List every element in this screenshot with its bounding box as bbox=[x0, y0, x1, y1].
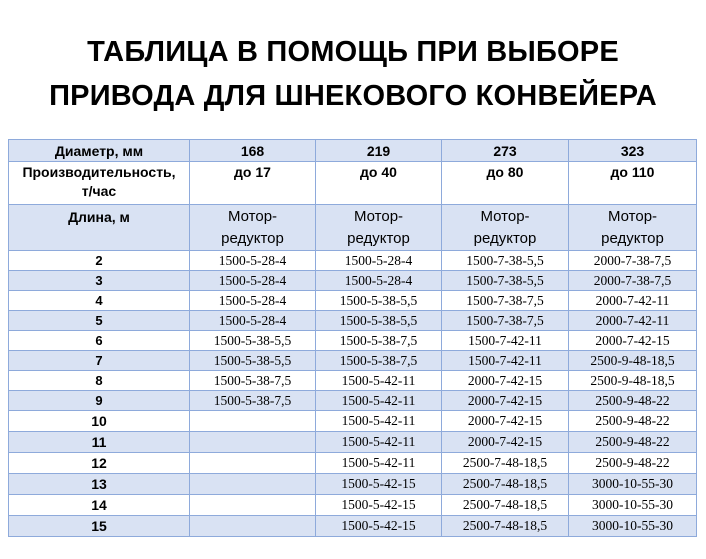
motor-reducer-cell: 3000-10-55-30 bbox=[569, 516, 697, 537]
motor-reducer-cell: 1500-5-28-4 bbox=[190, 311, 316, 331]
length-cell: 9 bbox=[9, 391, 190, 411]
motor-reducer-cell: 1500-7-42-11 bbox=[442, 351, 569, 371]
motor-reducer-cell: 2000-7-42-15 bbox=[442, 411, 569, 432]
motor-reducer-cell: 1500-5-28-4 bbox=[190, 271, 316, 291]
motor-reducer-cell: 3000-10-55-30 bbox=[569, 474, 697, 495]
motor-reducer-cell: 1500-5-38-7,5 bbox=[316, 351, 442, 371]
diameter-cell: 323 bbox=[569, 140, 697, 162]
motor-reducer-cell: 1500-5-42-11 bbox=[316, 391, 442, 411]
motor-reducer-cell: 1500-7-38-7,5 bbox=[442, 311, 569, 331]
length-cell: 12 bbox=[9, 453, 190, 474]
motor-header-line-1: Мотор- bbox=[480, 207, 530, 225]
motor-reducer-cell: 1500-5-38-5,5 bbox=[190, 351, 316, 371]
length-cell: 3 bbox=[9, 271, 190, 291]
productivity-label-line-2: т/час bbox=[81, 183, 117, 199]
table-row bbox=[9, 453, 697, 474]
motor-reducer-cell: 2500-9-48-18,5 bbox=[569, 371, 697, 391]
motor-reducer-cell: 2500-9-48-22 bbox=[569, 432, 697, 453]
motor-reducer-cell: 1500-5-42-11 bbox=[316, 453, 442, 474]
length-cell: 13 bbox=[9, 474, 190, 495]
diameter-label: Диаметр, мм bbox=[9, 140, 190, 162]
motor-reducer-cell: 1500-7-42-11 bbox=[442, 331, 569, 351]
motor-reducer-cell: 1500-5-42-15 bbox=[316, 495, 442, 516]
diameter-cell: 168 bbox=[190, 140, 316, 162]
motor-reducer-cell: 1500-5-28-4 bbox=[190, 291, 316, 311]
motor-reducer-cell: 2500-7-48-18,5 bbox=[442, 453, 569, 474]
motor-reducer-cell: 2500-9-48-22 bbox=[569, 391, 697, 411]
length-cell: 6 bbox=[9, 331, 190, 351]
drive-selection-table bbox=[8, 139, 697, 537]
productivity-label-line-1: Производительность, bbox=[22, 164, 176, 180]
motor-reducer-cell: 1500-5-42-15 bbox=[316, 516, 442, 537]
motor-reducer-cell: 2500-9-48-22 bbox=[569, 453, 697, 474]
motor-reducer-header bbox=[316, 205, 442, 251]
title-line-2: ПРИВОДА ДЛЯ ШНЕКОВОГО КОНВЕЙЕРА bbox=[49, 80, 657, 112]
motor-header-line-2: редуктор bbox=[473, 229, 537, 247]
productivity-label bbox=[9, 162, 190, 205]
motor-reducer-cell bbox=[190, 432, 316, 453]
length-cell: 10 bbox=[9, 411, 190, 432]
motor-header-line-2: редуктор bbox=[601, 229, 664, 247]
table-row bbox=[9, 495, 697, 516]
motor-reducer-cell: 2500-9-48-18,5 bbox=[569, 351, 697, 371]
motor-reducer-cell bbox=[190, 474, 316, 495]
motor-reducer-cell bbox=[190, 411, 316, 432]
motor-header-line-1: Мотор- bbox=[227, 207, 278, 225]
motor-reducer-cell: 2000-7-42-15 bbox=[442, 371, 569, 391]
motor-header-line-2: редуктор bbox=[347, 229, 410, 247]
productivity-cell: до 80 bbox=[442, 162, 569, 205]
length-cell: 8 bbox=[9, 371, 190, 391]
motor-reducer-cell: 1500-5-42-15 bbox=[316, 474, 442, 495]
table-row bbox=[9, 474, 697, 495]
motor-reducer-cell: 2000-7-42-15 bbox=[442, 432, 569, 453]
productivity-cell: до 110 bbox=[569, 162, 697, 205]
length-cell: 15 bbox=[9, 516, 190, 537]
motor-reducer-cell: 2500-7-48-18,5 bbox=[442, 495, 569, 516]
length-header-row bbox=[9, 205, 697, 251]
motor-reducer-cell bbox=[190, 495, 316, 516]
diameter-cell: 273 bbox=[442, 140, 569, 162]
motor-reducer-cell: 2500-9-48-22 bbox=[569, 411, 697, 432]
motor-reducer-cell: 2000-7-42-15 bbox=[569, 331, 697, 351]
motor-reducer-cell: 1500-5-38-5,5 bbox=[190, 331, 316, 351]
motor-reducer-cell: 1500-5-38-7,5 bbox=[190, 391, 316, 411]
motor-header-line-2: редуктор bbox=[221, 229, 284, 247]
length-cell: 14 bbox=[9, 495, 190, 516]
motor-reducer-cell: 1500-7-38-5,5 bbox=[442, 251, 569, 271]
diameter-cell: 219 bbox=[316, 140, 442, 162]
motor-reducer-cell bbox=[190, 453, 316, 474]
motor-reducer-cell: 1500-5-38-7,5 bbox=[190, 371, 316, 391]
motor-reducer-cell: 2000-7-42-11 bbox=[569, 291, 697, 311]
motor-reducer-cell: 2500-7-48-18,5 bbox=[442, 516, 569, 537]
motor-reducer-cell bbox=[190, 516, 316, 537]
motor-reducer-cell: 1500-5-38-5,5 bbox=[316, 311, 442, 331]
productivity-row bbox=[9, 162, 697, 205]
table-row bbox=[9, 331, 697, 351]
motor-header-line-1: Мотор- bbox=[353, 207, 404, 225]
motor-reducer-cell: 2500-7-48-18,5 bbox=[442, 474, 569, 495]
motor-reducer-cell: 2000-7-42-11 bbox=[569, 311, 697, 331]
motor-reducer-cell: 2000-7-38-7,5 bbox=[569, 271, 697, 291]
table-row bbox=[9, 311, 697, 331]
length-label: Длина, м bbox=[9, 205, 190, 251]
motor-reducer-cell: 1500-5-38-7,5 bbox=[316, 331, 442, 351]
table-row bbox=[9, 371, 697, 391]
table-row bbox=[9, 432, 697, 453]
motor-reducer-cell: 1500-5-42-11 bbox=[316, 411, 442, 432]
motor-reducer-cell: 3000-10-55-30 bbox=[569, 495, 697, 516]
length-cell: 11 bbox=[9, 432, 190, 453]
productivity-cell: до 40 bbox=[316, 162, 442, 205]
motor-reducer-cell: 1500-5-28-4 bbox=[316, 251, 442, 271]
table-row bbox=[9, 271, 697, 291]
productivity-cell: до 17 bbox=[190, 162, 316, 205]
motor-reducer-header bbox=[190, 205, 316, 251]
table-row bbox=[9, 291, 697, 311]
length-cell: 7 bbox=[9, 351, 190, 371]
motor-reducer-cell: 1500-7-38-5,5 bbox=[442, 271, 569, 291]
title-line-1: ТАБЛИЦА В ПОМОЩЬ ПРИ ВЫБОРЕ bbox=[87, 36, 619, 68]
drive-selection-table-container bbox=[8, 139, 696, 537]
motor-reducer-cell: 1500-7-38-7,5 bbox=[442, 291, 569, 311]
motor-reducer-cell: 1500-5-42-11 bbox=[316, 432, 442, 453]
motor-reducer-cell: 2000-7-42-15 bbox=[442, 391, 569, 411]
motor-reducer-header bbox=[442, 205, 569, 251]
table-row bbox=[9, 251, 697, 271]
motor-reducer-cell: 1500-5-38-5,5 bbox=[316, 291, 442, 311]
length-cell: 5 bbox=[9, 311, 190, 331]
motor-reducer-header bbox=[569, 205, 697, 251]
motor-reducer-cell: 1500-5-28-4 bbox=[190, 251, 316, 271]
table-row bbox=[9, 351, 697, 371]
table-row bbox=[9, 391, 697, 411]
motor-reducer-cell: 1500-5-42-11 bbox=[316, 371, 442, 391]
table-row bbox=[9, 516, 697, 537]
length-cell: 4 bbox=[9, 291, 190, 311]
motor-reducer-cell: 2000-7-38-7,5 bbox=[569, 251, 697, 271]
diameter-row bbox=[9, 140, 697, 162]
table-row bbox=[9, 411, 697, 432]
motor-reducer-cell: 1500-5-28-4 bbox=[316, 271, 442, 291]
motor-header-line-1: Мотор- bbox=[607, 207, 658, 225]
page-title bbox=[0, 0, 706, 118]
length-cell: 2 bbox=[9, 251, 190, 271]
